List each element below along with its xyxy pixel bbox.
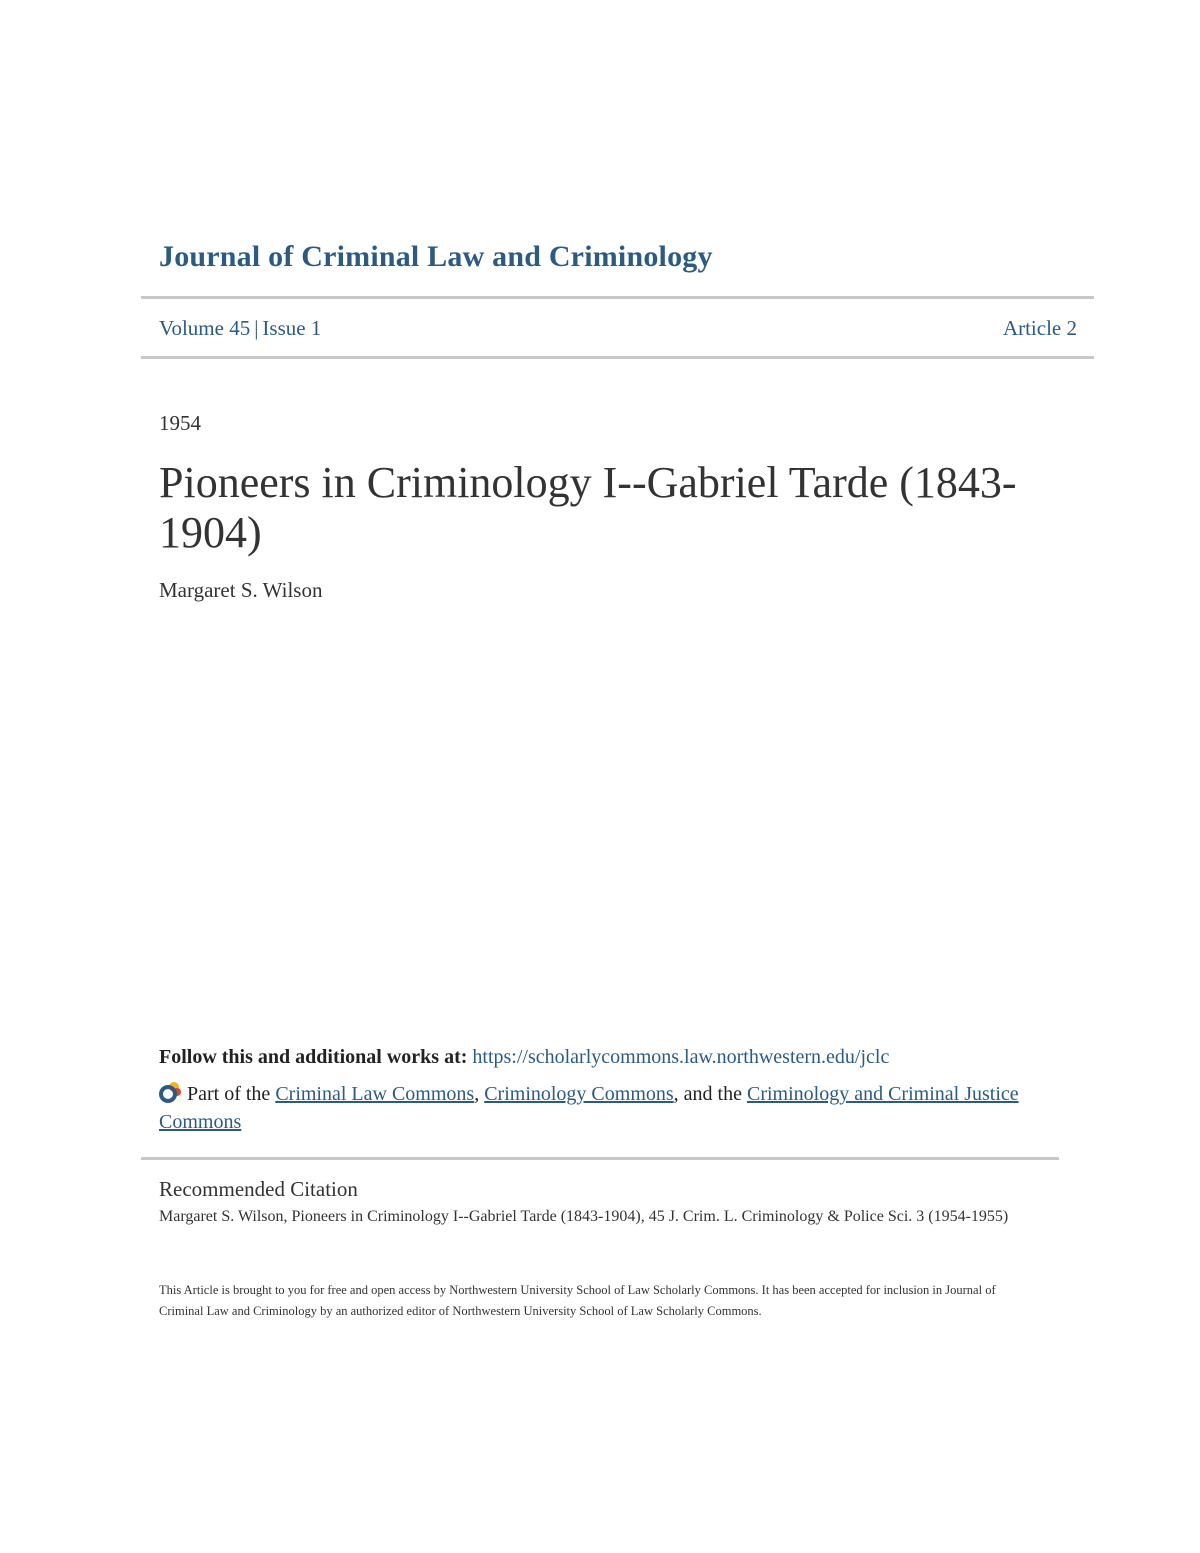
header-divider-bottom [141, 356, 1094, 359]
article-title: Pioneers in Criminology I--Gabriel Tarde (1843-1904) [159, 458, 1017, 557]
part-of-comma: , [474, 1083, 480, 1105]
part-of-commons [159, 1080, 1059, 1136]
part-of-and-the: , and the [673, 1083, 742, 1105]
publication-year: 1954 [159, 411, 201, 435]
volume-issue-separator: | [254, 316, 259, 340]
article-author: Margaret S. Wilson [159, 578, 323, 602]
follow-label: Follow this and additional works at: [159, 1046, 468, 1068]
follow-line [159, 1046, 889, 1069]
issue-link[interactable]: Issue 1 [262, 316, 322, 340]
part-of-prefix: Part of the [187, 1083, 271, 1105]
criminology-criminal-justice-commons-link[interactable]: Criminology and Criminal Justice Commons [159, 1083, 1019, 1133]
journal-title[interactable]: Journal of Criminal Law and Criminology [159, 240, 713, 273]
header-divider-top [141, 296, 1094, 299]
jclc-url-link[interactable]: https://scholarlycommons.law.northwestern.edu/jclc [472, 1046, 890, 1068]
criminology-commons-link[interactable]: Criminology Commons [484, 1083, 674, 1105]
article-number-link[interactable]: Article 2 [1002, 316, 1077, 340]
access-note: This Article is brought to you for free and open access by Northwestern University School of Law Scholarly Commons. It has been accepted for inclusion in Journal of Criminal Law and Criminology by an authorized editor of Northwestern University School of Law Scholarly Commons. [159, 1283, 996, 1318]
citation-heading: Recommended Citation [159, 1177, 358, 1201]
volume-link[interactable]: Volume 45 [159, 316, 251, 340]
network-commons-icon [159, 1081, 183, 1103]
criminal-law-commons-link[interactable]: Criminal Law Commons [275, 1083, 475, 1105]
citation-divider [141, 1157, 1059, 1160]
volume-issue-line [159, 316, 321, 341]
citation-text: Margaret S. Wilson, Pioneers in Criminology I--Gabriel Tarde (1843-1904), 45 J. Crim. L. Criminology & Police Sci. 3 (1954-1955) [159, 1208, 1009, 1225]
